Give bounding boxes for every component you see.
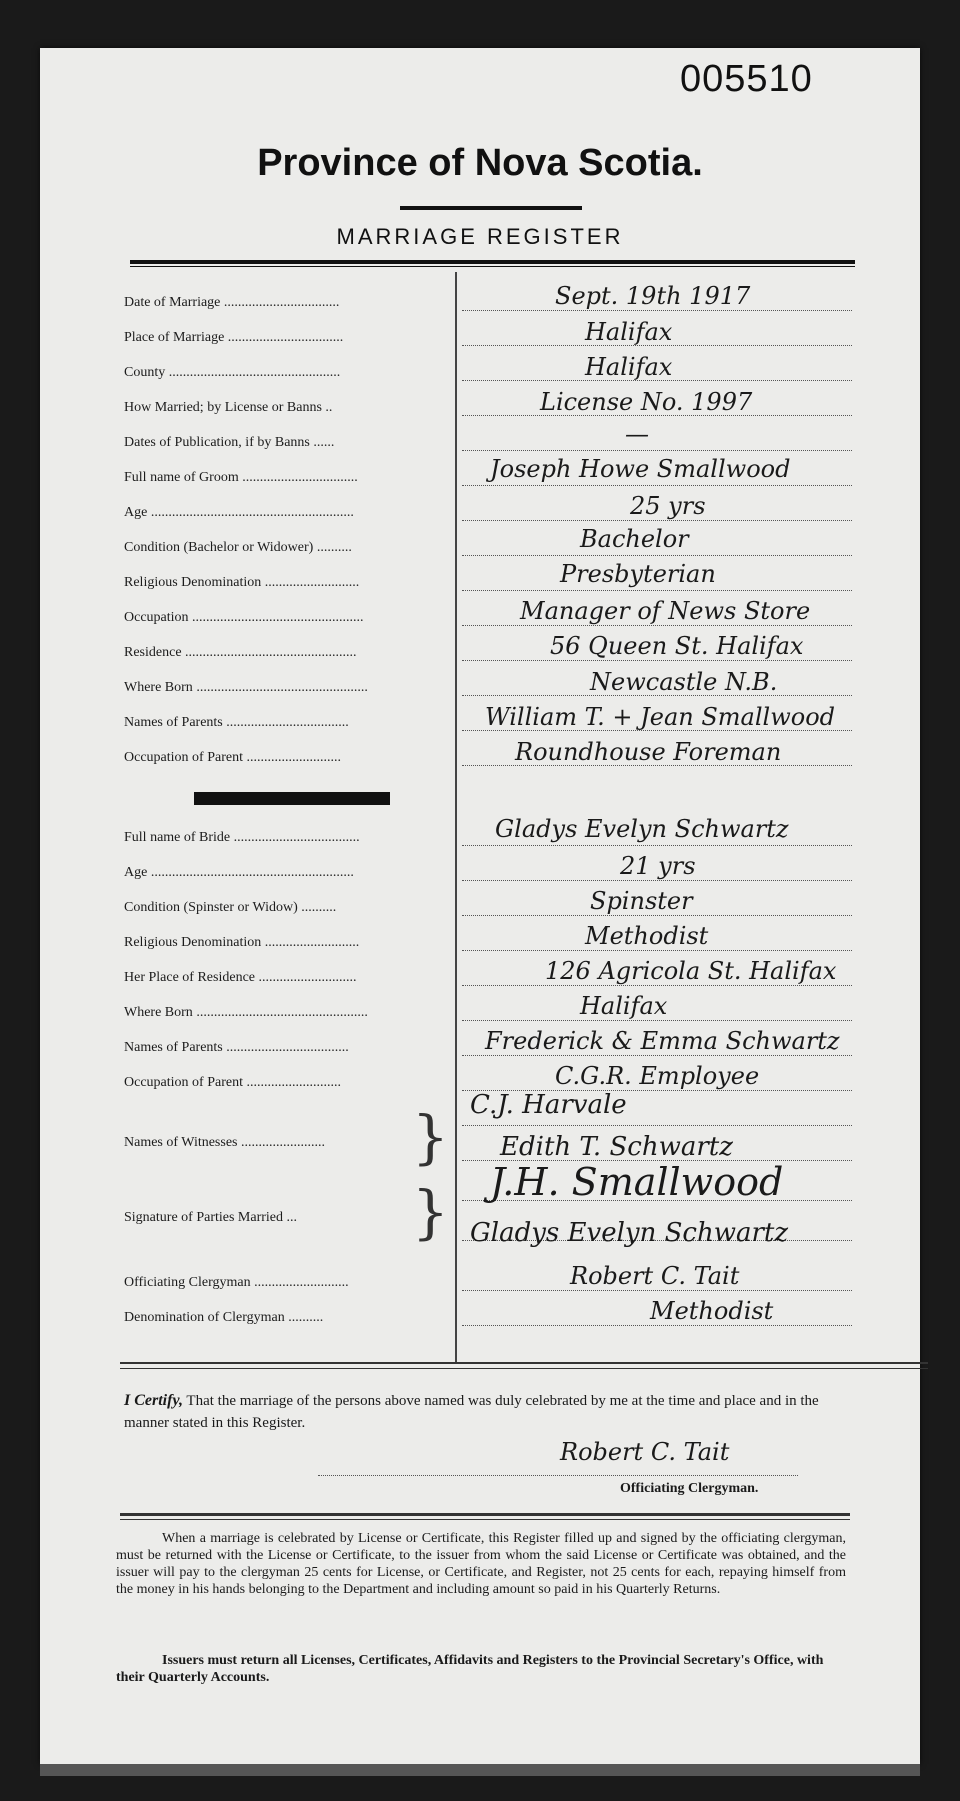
row-label: Where Born ................................................. <box>124 680 368 695</box>
row-label: Occupation of Parent ........................... <box>124 750 341 765</box>
row-label: Full name of Bride .................................... <box>124 830 360 845</box>
row-value: Robert C. Tait <box>570 1262 740 1290</box>
row-value: 25 yrs <box>630 492 706 520</box>
page-subtitle: MARRIAGE REGISTER <box>336 224 624 249</box>
row-dots <box>462 520 852 521</box>
row-label: Religious Denomination ........................... <box>124 575 360 590</box>
row-label: Names of Witnesses ........................ <box>124 1135 325 1150</box>
row-value: — <box>625 420 649 448</box>
row-value: Methodist <box>585 922 709 950</box>
certify-statement <box>124 1390 864 1434</box>
row-dots <box>462 1325 852 1326</box>
certify-signature-line <box>318 1475 798 1476</box>
clergyman-signature: Robert C. Tait <box>560 1438 730 1466</box>
document-number: 005510 <box>680 58 813 100</box>
row-label: Age .......................................................... <box>124 865 354 880</box>
row-dots <box>462 880 852 881</box>
row-label: Religious Denomination ........................... <box>124 935 360 950</box>
row-label: Denomination of Clergyman .......... <box>124 1310 324 1325</box>
row-dots <box>462 985 852 986</box>
paper-edge-shadow <box>40 1764 920 1776</box>
row-label: Age .......................................................... <box>124 505 354 520</box>
row-dots <box>462 485 852 486</box>
row-label: How Married; by License or Banns .. <box>124 400 333 415</box>
row-value: Frederick & Emma Schwartz <box>485 1027 840 1055</box>
row-label: Signature of Parties Married ... <box>124 1210 298 1225</box>
row-label: Names of Parents ................................... <box>124 1040 349 1055</box>
row-label: Place of Marriage ................................. <box>124 330 344 345</box>
row-label: Condition (Bachelor or Widower) .......... <box>124 540 352 555</box>
title-rule <box>400 206 582 210</box>
row-value: Gladys Evelyn Schwartz <box>495 815 789 843</box>
row-value: Joseph Howe Smallwood <box>490 455 791 483</box>
notice-rule <box>120 1513 850 1516</box>
row-value: Manager of News Store <box>520 597 811 625</box>
witness-signature: Edith T. Schwartz <box>500 1132 733 1162</box>
row-value: Newcastle N.B. <box>590 668 778 696</box>
column-divider <box>455 272 457 1362</box>
row-label: Date of Marriage ................................. <box>124 295 340 310</box>
row-dots <box>462 915 852 916</box>
row-label: Her Place of Residence ............................ <box>124 970 357 985</box>
row-value: Sept. 19th 1917 <box>555 282 751 310</box>
row-value: Spinster <box>590 887 693 915</box>
section-separator-bar <box>194 792 390 805</box>
bride-signature: Gladys Evelyn Schwartz <box>470 1218 789 1248</box>
row-value: Bachelor <box>580 525 689 553</box>
notice-rule <box>120 1519 850 1520</box>
row-dots <box>462 660 852 661</box>
row-value: License No. 1997 <box>540 388 753 416</box>
row-value: Roundhouse Foreman <box>515 738 782 766</box>
row-dots <box>462 845 852 846</box>
row-label: Occupation of Parent ........................... <box>124 1075 341 1090</box>
certify-lead: I Certify, <box>124 1392 183 1409</box>
header-rule <box>130 260 855 264</box>
row-value: Halifax <box>585 318 673 346</box>
header-rule-thin <box>130 266 855 267</box>
row-label: Dates of Publication, if by Banns ...... <box>124 435 335 450</box>
row-label: Occupation ................................................. <box>124 610 364 625</box>
row-label: Condition (Spinster or Widow) .......... <box>124 900 337 915</box>
row-dots <box>462 1020 852 1021</box>
clergyman-role: Officiating Clergyman. <box>620 1481 759 1496</box>
certify-text: That the marriage of the persons above named was duly celebrated by me at the time and place and in the manner stated in this Register. <box>124 1393 819 1431</box>
row-value: Methodist <box>650 1297 774 1325</box>
row-value: Halifax <box>580 992 668 1020</box>
witness-signature: C.J. Harvale <box>470 1090 627 1120</box>
notice-paragraph-bold: Issuers must return all Licenses, Certificates, Affidavits and Registers to the Provincial Secretary's Office, with their Quarterly Accounts. <box>116 1653 824 1685</box>
row-value: Presbyterian <box>560 560 716 588</box>
row-value: 21 yrs <box>620 852 696 880</box>
row-dots <box>462 590 852 591</box>
row-label: Names of Parents ................................... <box>124 715 349 730</box>
row-value: Halifax <box>585 353 673 381</box>
row-dots <box>462 1290 852 1291</box>
page-title: Province of Nova Scotia. <box>257 142 703 184</box>
row-label: Where Born ................................................. <box>124 1005 368 1020</box>
notice-paragraph: When a marriage is celebrated by License or Certificate, this Register filled up and signed by the officiating clergyman, must be returned with the License or Certificate, to the issuer from whom the said License or Certificate was obtained, and the issuer will pay to the clergyman 25 cents for License, or Certificate, and Register, not 25 cents for each, repaying himself from the money in his hands belonging to the Department and including amount so paid in his Quarterly Returns. <box>116 1531 846 1597</box>
row-value: 56 Queen St. Halifax <box>550 632 804 660</box>
row-value: William T. + Jean Smallwood <box>485 703 836 731</box>
row-label: Full name of Groom ................................. <box>124 470 358 485</box>
section-rule <box>120 1368 928 1369</box>
row-dots <box>462 950 852 951</box>
row-dots <box>462 625 852 626</box>
row-dots <box>462 555 852 556</box>
section-rule <box>120 1362 928 1364</box>
row-label: Officiating Clergyman ........................... <box>124 1275 349 1290</box>
row-value: 126 Agricola St. Halifax <box>545 957 837 985</box>
groom-signature: J.H. Smallwood <box>490 1160 784 1204</box>
row-dots <box>462 310 852 311</box>
row-dots <box>462 1055 852 1056</box>
witnesses-brace: } <box>412 1103 449 1171</box>
row-label: Residence ................................................. <box>124 645 357 660</box>
row-dots <box>462 450 852 451</box>
row-label: County ................................................. <box>124 365 341 380</box>
row-value: C.G.R. Employee <box>555 1062 760 1090</box>
parties-brace: } <box>412 1178 449 1246</box>
row-dots <box>462 1125 852 1126</box>
